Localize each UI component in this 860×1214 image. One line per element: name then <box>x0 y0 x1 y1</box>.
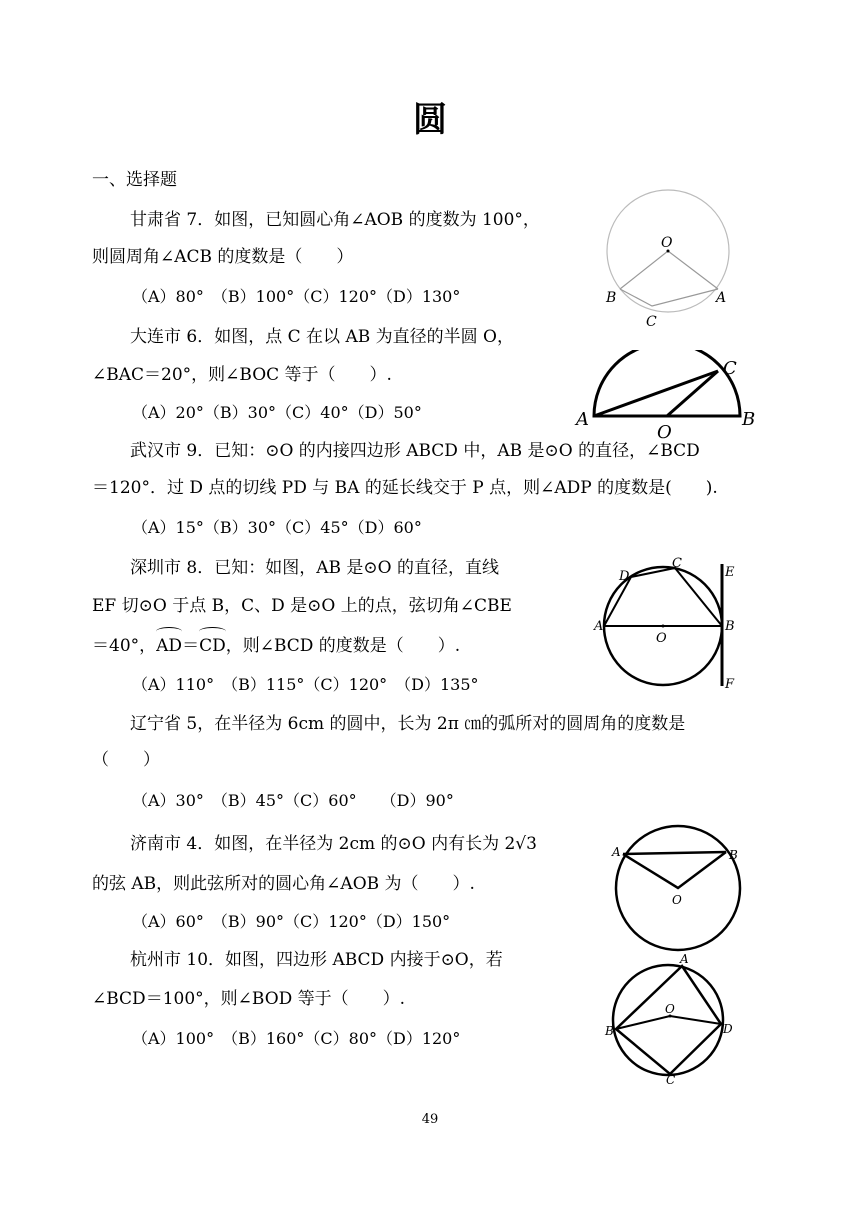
q1-options: （A）80° （B）100°（C）120°（D）130° <box>132 287 461 306</box>
fig5-label-d: D <box>723 1022 733 1036</box>
fig5-label-a: A <box>680 952 689 966</box>
fig1-label-a: A <box>716 290 727 306</box>
figure-5-quadrilateral <box>600 950 750 1090</box>
q1-line1: 甘肃省 7．如图，已知圆心角∠AOB 的度数为 100°， <box>130 210 540 230</box>
q4-line2: EF 切⊙O 于点 B，C、D 是⊙O 上的点，弦切角∠CBE <box>92 596 512 616</box>
fig3-label-d: D <box>619 569 630 584</box>
q5-line1: 辽宁省 5，在半径为 6cm 的圆中，长为 2π ㎝的弧所对的圆周角的度数是 <box>130 714 686 734</box>
fig5-label-o: O <box>665 1002 675 1016</box>
q2-options: （A）20°（B）30°（C）40°（D）50° <box>132 403 422 422</box>
q4-options: （A）110° （B）115°（C）120° （D）135° <box>132 675 479 694</box>
q4-line3: ＝40°，AD＝CD，则∠BCD 的度数是（ ）. <box>92 632 460 660</box>
fig3-label-o: O <box>656 631 667 646</box>
figure-1-circle <box>598 188 758 333</box>
q7-options: （A）100° （B）160°（C）80°（D）120° <box>132 1029 461 1048</box>
q3-options: （A）15°（B）30°（C）45°（D）60° <box>132 518 422 537</box>
q7-line1: 杭州市 10．如图，四边形 ABCD 内接于⊙O，若 <box>130 950 503 970</box>
fig4-label-b: B <box>729 848 738 862</box>
fig1-label-o: O <box>661 235 673 251</box>
page-number: 49 <box>421 1112 439 1127</box>
q6-options: （A）60° （B）90°（C）120°（D）150° <box>132 912 451 931</box>
figure-4-chord <box>608 822 758 954</box>
fig3-label-e: E <box>725 565 735 580</box>
fig5-label-c: C <box>666 1073 676 1087</box>
fig1-label-b: B <box>606 290 617 306</box>
fig4-label-o: O <box>672 893 682 907</box>
q6-line2: 的弦 AB，则此弦所对的圆心角∠AOB 为（ ）. <box>92 874 475 894</box>
fig2-label-o: O <box>657 422 672 440</box>
fig2-label-b: B <box>742 409 756 430</box>
fig5-label-b: B <box>605 1024 614 1038</box>
section-heading: 一、选择题 <box>92 170 177 190</box>
q7-line2: ∠BCD＝100°，则∠BOD 等于（ ）. <box>92 989 406 1009</box>
arc-cd: CD <box>199 632 226 660</box>
q5-line2: （ ） <box>92 750 160 770</box>
q2-line2: ∠BAC＝20°，则∠BOC 等于（ ）. <box>92 365 392 385</box>
fig4-label-a: A <box>612 845 621 859</box>
q6-line1: 济南市 4．如图，在半径为 2cm 的⊙O 内有长为 2√3 <box>130 834 537 854</box>
fig1-label-c: C <box>646 314 657 330</box>
fig2-label-a: A <box>576 409 589 430</box>
fig2-label-c: C <box>723 358 737 379</box>
page-title: 圆 <box>413 100 447 140</box>
q3-line2: ＝120°．过 D 点的切线 PD 与 BA 的延长线交于 P 点，则∠ADP 的度数是( ). <box>92 478 718 498</box>
q3-line1: 武汉市 9．已知：⊙O 的内接四边形 ABCD 中，AB 是⊙O 的直径，∠BCD <box>130 441 700 461</box>
fig3-label-c: C <box>672 556 682 571</box>
arc-ad: AD <box>156 632 182 660</box>
q2-line1: 大连市 6．如图，点 C 在以 AB 为直径的半圆 O， <box>130 327 514 347</box>
fig3-label-b: B <box>725 619 735 634</box>
q5-options: （A）30° （B）45°（C）60° （D）90° <box>132 791 454 810</box>
figure-3-tangent <box>592 552 747 692</box>
q4-line1: 深圳市 8．已知：如图，AB 是⊙O 的直径，直线 <box>130 558 499 578</box>
fig3-label-a: A <box>594 619 604 634</box>
fig3-label-f: F <box>725 677 735 692</box>
figure-2-semicircle <box>572 350 767 440</box>
q1-line2: 则圆周角∠ACB 的度数是（ ） <box>92 247 354 267</box>
